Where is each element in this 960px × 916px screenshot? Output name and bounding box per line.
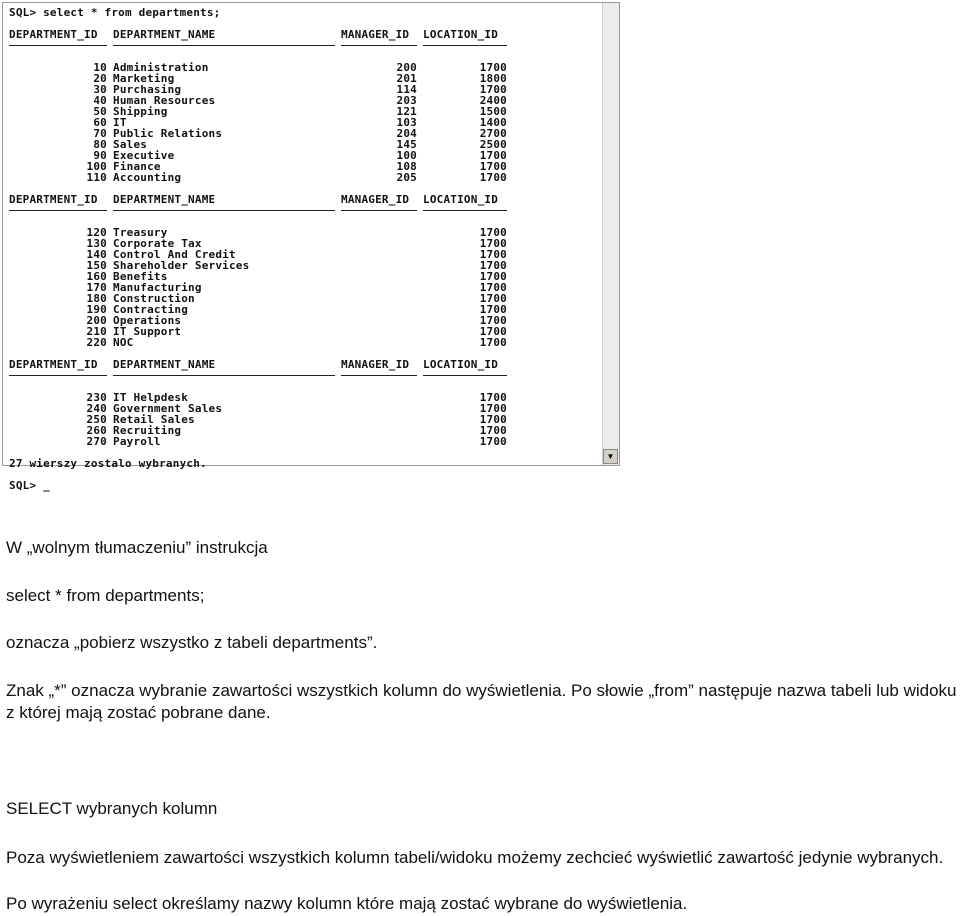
cell-department-id: 10 — [93, 61, 107, 74]
column-header-line — [9, 194, 605, 205]
cell-location-id: 1700 — [479, 281, 507, 294]
cell-manager-id: 205 — [396, 171, 417, 184]
paragraph-asterisk-explanation: Znak „*” oznacza wybranie zawartości wszystkich kolumn do wyświetlenia. Po słowie „from” następuje nazwa tabeli lub widoku z której mają zostać pobrane dane. — [6, 681, 957, 722]
paragraph-meaning: oznacza „pobierz wszystko z tabeli departments”. — [6, 633, 378, 652]
cell-location-id: 2400 — [479, 94, 507, 107]
cell-location-id: 1700 — [479, 248, 507, 261]
cell-location-id: 1800 — [479, 72, 507, 85]
separator-line — [9, 40, 605, 51]
cell-manager-id: 100 — [396, 149, 417, 162]
cell-location-id: 1700 — [479, 270, 507, 283]
cell-manager-id: 204 — [396, 127, 417, 140]
cell-department-name: Marketing — [113, 72, 175, 85]
console-output — [9, 7, 605, 491]
cell-location-id: 1400 — [479, 116, 507, 129]
header-department-name: DEPARTMENT_NAME — [113, 193, 216, 206]
cell-department-id: 270 — [86, 435, 107, 448]
cell-department-name: Treasury — [113, 226, 168, 239]
cell-location-id: 1700 — [479, 259, 507, 272]
cell-department-name: Operations — [113, 314, 182, 327]
column-separator — [341, 210, 417, 211]
cell-manager-id: 201 — [396, 72, 417, 85]
console-prompt: SQL> _ — [9, 479, 50, 492]
blank-line — [9, 18, 605, 29]
cell-department-id: 130 — [86, 237, 107, 250]
cell-department-id: 120 — [86, 226, 107, 239]
console-command-line: SQL> select * from departments; — [9, 6, 221, 19]
column-separator — [423, 45, 507, 46]
cell-department-id: 210 — [86, 325, 107, 338]
cell-department-name: Administration — [113, 61, 209, 74]
cell-location-id: 1700 — [479, 226, 507, 239]
cell-department-name: Corporate Tax — [113, 237, 202, 250]
header-department-id: DEPARTMENT_ID — [9, 358, 98, 371]
column-header-line — [9, 29, 605, 40]
separator-line — [9, 205, 605, 216]
header-location-id: LOCATION_ID — [423, 193, 499, 206]
cell-department-id: 240 — [86, 402, 107, 415]
cell-manager-id: 203 — [396, 94, 417, 107]
column-separator — [341, 45, 417, 46]
cell-location-id: 1700 — [479, 391, 507, 404]
cell-department-name: NOC — [113, 336, 134, 349]
cell-location-id: 1700 — [479, 171, 507, 184]
cell-manager-id: 145 — [396, 138, 417, 151]
column-separator — [113, 375, 335, 376]
column-separator — [113, 210, 335, 211]
cell-department-id: 200 — [86, 314, 107, 327]
cell-location-id: 1700 — [479, 402, 507, 415]
column-separator — [113, 45, 335, 46]
cell-department-name: Payroll — [113, 435, 161, 448]
sql-console-screenshot — [2, 2, 620, 492]
cell-location-id: 1700 — [479, 325, 507, 338]
header-department-id: DEPARTMENT_ID — [9, 28, 98, 41]
cell-department-id: 260 — [86, 424, 107, 437]
console-result-count: 27 wierszy zostalo wybranych. — [9, 457, 207, 470]
header-location-id: LOCATION_ID — [423, 358, 499, 371]
cell-department-name: Shareholder Services — [113, 259, 250, 272]
cell-department-name: Benefits — [113, 270, 168, 283]
cell-department-id: 160 — [86, 270, 107, 283]
cell-location-id: 1700 — [479, 424, 507, 437]
cell-location-id: 1700 — [479, 336, 507, 349]
console-scrollbar[interactable] — [602, 3, 619, 465]
cell-location-id: 1700 — [479, 435, 507, 448]
paragraph-intro: W „wolnym tłumaczeniu” instrukcja — [6, 538, 268, 557]
cell-department-name: Recruiting — [113, 424, 182, 437]
column-separator — [9, 45, 107, 46]
header-manager-id: MANAGER_ID — [341, 28, 410, 41]
cell-department-name: Executive — [113, 149, 175, 162]
cell-department-id: 250 — [86, 413, 107, 426]
cell-department-name: Retail Sales — [113, 413, 195, 426]
cell-department-name: Accounting — [113, 171, 182, 184]
blank-line — [9, 348, 605, 359]
cell-department-id: 70 — [93, 127, 107, 140]
header-department-name: DEPARTMENT_NAME — [113, 28, 216, 41]
cell-department-name: Public Relations — [113, 127, 223, 140]
cell-manager-id: 108 — [396, 160, 417, 173]
cell-department-id: 20 — [93, 72, 107, 85]
blank-line — [9, 469, 605, 480]
cell-department-name: Control And Credit — [113, 248, 236, 261]
cell-location-id: 2500 — [479, 138, 507, 151]
cell-department-id: 220 — [86, 336, 107, 349]
cell-department-id: 80 — [93, 138, 107, 151]
column-separator — [423, 210, 507, 211]
column-separator — [9, 210, 107, 211]
cell-location-id: 1700 — [479, 237, 507, 250]
cell-department-id: 110 — [86, 171, 107, 184]
section-heading-select-columns: SELECT wybranych kolumn — [6, 799, 218, 818]
cell-department-id: 90 — [93, 149, 107, 162]
cell-department-name: IT Helpdesk — [113, 391, 189, 404]
cell-department-id: 190 — [86, 303, 107, 316]
table-row — [9, 436, 605, 447]
cell-location-id: 1700 — [479, 292, 507, 305]
cell-department-id: 140 — [86, 248, 107, 261]
cell-location-id: 1700 — [479, 160, 507, 173]
header-department-id: DEPARTMENT_ID — [9, 193, 98, 206]
cell-department-name: IT — [113, 116, 127, 129]
cell-location-id: 1700 — [479, 149, 507, 162]
header-department-name: DEPARTMENT_NAME — [113, 358, 216, 371]
cell-department-name: Contracting — [113, 303, 189, 316]
table-row — [9, 337, 605, 348]
paragraph-sql-example: select * from departments; — [6, 586, 205, 605]
header-location-id: LOCATION_ID — [423, 28, 499, 41]
scroll-down-arrow-icon[interactable]: ▼ — [603, 449, 618, 464]
column-separator — [341, 375, 417, 376]
cell-manager-id: 103 — [396, 116, 417, 129]
paragraph-column-names: Po wyrażeniu select określamy nazwy kolumn które mają zostać wybrane do wyświetlenia. — [6, 894, 688, 913]
cell-location-id: 1700 — [479, 61, 507, 74]
header-manager-id: MANAGER_ID — [341, 358, 410, 371]
cell-location-id: 1500 — [479, 105, 507, 118]
cell-location-id: 1700 — [479, 413, 507, 426]
paragraph-select-columns: Poza wyświetleniem zawartości wszystkich kolumn tabeli/widoku możemy zechcieć wyświetlić zawartość jedynie wybranych. — [6, 848, 944, 867]
cell-location-id: 1700 — [479, 314, 507, 327]
cell-location-id: 2700 — [479, 127, 507, 140]
cell-department-name: Human Resources — [113, 94, 216, 107]
cell-department-name: Sales — [113, 138, 148, 151]
cell-department-id: 40 — [93, 94, 107, 107]
cell-department-name: IT Support — [113, 325, 182, 338]
cell-department-id: 150 — [86, 259, 107, 272]
cell-department-id: 100 — [86, 160, 107, 173]
cell-department-name: Construction — [113, 292, 195, 305]
cell-manager-id: 200 — [396, 61, 417, 74]
cell-location-id: 1700 — [479, 303, 507, 316]
cell-department-name: Purchasing — [113, 83, 182, 96]
header-manager-id: MANAGER_ID — [341, 193, 410, 206]
cell-manager-id: 114 — [396, 83, 417, 96]
column-header-line — [9, 359, 605, 370]
blank-line — [9, 183, 605, 194]
cell-department-name: Shipping — [113, 105, 168, 118]
cell-department-name: Manufacturing — [113, 281, 202, 294]
table-row — [9, 172, 605, 183]
cell-department-id: 230 — [86, 391, 107, 404]
column-separator — [9, 375, 107, 376]
cell-location-id: 1700 — [479, 83, 507, 96]
cell-department-id: 170 — [86, 281, 107, 294]
cell-department-id: 60 — [93, 116, 107, 129]
cell-department-id: 180 — [86, 292, 107, 305]
cell-department-name: Government Sales — [113, 402, 223, 415]
cell-department-id: 50 — [93, 105, 107, 118]
column-separator — [423, 375, 507, 376]
cell-department-name: Finance — [113, 160, 161, 173]
cell-manager-id: 121 — [396, 105, 417, 118]
cell-department-id: 30 — [93, 83, 107, 96]
separator-line — [9, 370, 605, 381]
